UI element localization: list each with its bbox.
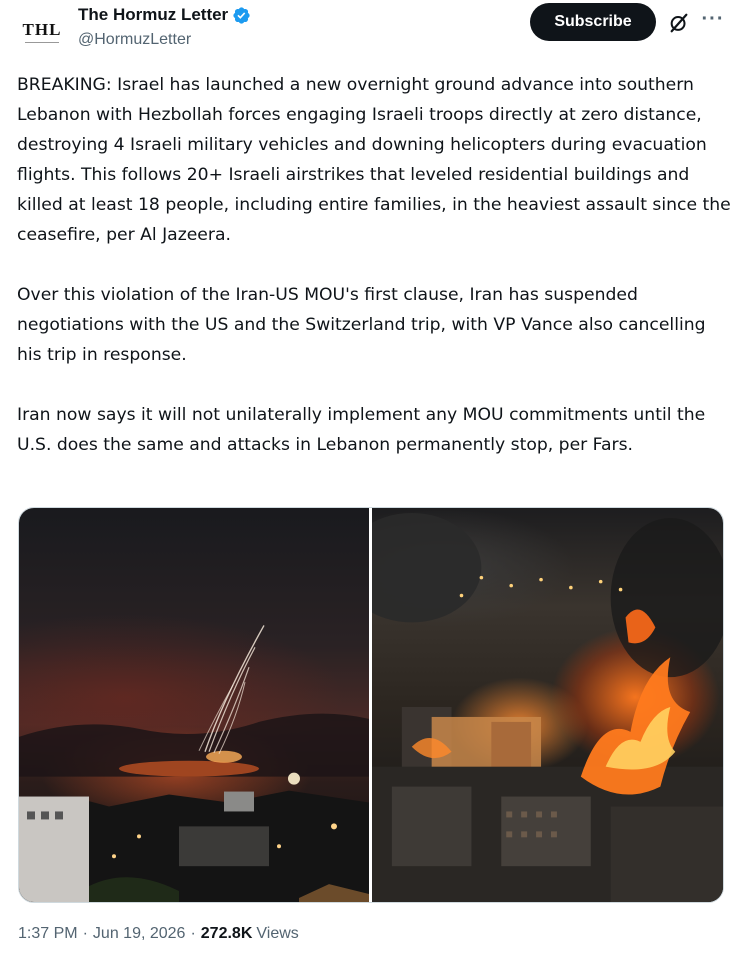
tweet-paragraph: Over this violation of the Iran-US MOU's first clause, Iran has suspended negotiations with the US and the Switzerland trip, with VP Vance also cancelling his trip in response. [17,285,706,365]
views-count: 272.8K [200,925,253,942]
media-grid [18,507,724,903]
tweet-meta [18,925,299,943]
subscribe-button[interactable]: Subscribe [530,3,656,41]
account-handle[interactable]: @HormuzLetter [78,31,192,48]
photo-fire-explosion-city[interactable] [372,508,723,902]
display-name-row [78,4,251,26]
meta-separator: · [190,925,196,942]
tweet-text [17,70,732,490]
more-options-icon[interactable]: ··· [701,8,725,30]
avatar-logo-text: THL [22,19,62,39]
tweet-header [0,0,748,64]
account-name-block [78,4,251,49]
avatar[interactable] [18,8,66,56]
tweet-paragraph: BREAKING: Israel has launched a new overnight ground advance into southern Lebanon with Hezbollah forces engaging Israeli troops directly at zero distance, destroying 4 Israeli military vehicles and downing helicopters during evacuation flights. This follows 20+ Israeli airstrikes that leveled residential buildings and killed at least 18 people, including entire families, in the heaviest assault since the ceasefire, per Al Jazeera. [17,75,731,245]
tweet-date[interactable]: Jun 19, 2026 [92,925,186,942]
grok-icon[interactable] [668,12,690,34]
display-name[interactable]: The Hormuz Letter [78,5,229,24]
tweet-time[interactable]: 1:37 PM [18,925,78,942]
photo-rockets-night-sky[interactable] [19,508,369,902]
tweet-paragraph: Iran now says it will not unilaterally implement any MOU commitments until the U.S. does the same and attacks in Lebanon permanently stop, per Fars. [17,405,706,455]
avatar-logo-rule [25,42,59,44]
verified-badge-icon[interactable] [232,6,251,25]
views-label: Views [256,925,299,942]
meta-separator: · [82,925,88,942]
